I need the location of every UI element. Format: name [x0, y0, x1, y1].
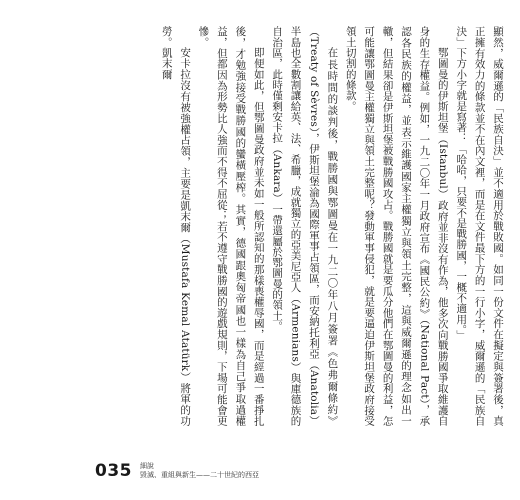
chapter-title: 毀滅、重組與新生——二十世紀的西亞 [140, 471, 259, 479]
page-number: 035 [95, 461, 132, 481]
paragraph: 鄂圖曼的伊斯坦堡（Istanbul）政府並非沒有作為，他多次向戰勝國爭取維護自身的生存權益。例如，一九二〇年一月政府宣布《國民公約》（National Pact），承認各民族的權益，並表示維護國家主權獨立與領土完整，這與威爾遜的理念如出一轍，但結果卻是伊斯坦堡被戰勝國攻占。戰勝國就是要瓜分他們在鄂圖曼的利益，怎可能讓鄂圖曼主權獨立與領土完整呢？發動軍事侵犯，就是要逼迫伊斯坦堡政府接受領土切割的條款。 [344, 26, 449, 426]
body-text [95, 26, 507, 426]
book-title: 細說 [140, 462, 154, 470]
paragraph: 在長時間的談判後，戰勝國與鄂圖曼在一九二〇年八月簽署《色弗爾條約》（Treaty of Sèvres），伊斯坦堡淪為國際軍事占領區，而安納托利亞（Anatolia）半島也全數割讓給英、法、希臘，成就獨立的亞美尼亞人（Armenians）與庫德族的自治區，此時僅剩安卡拉（Ankara）一帶還屬於鄂圖曼的領土。 [271, 26, 339, 426]
running-footer [140, 462, 259, 480]
paragraph: 即便如此，但鄂圖曼政府並未如一般所認知的那樣喪權辱國，而是經過一番掙扎後，才勉強接受戰勝國的蠻橫壓榨。其實，德國跟奧匈帝國也一樣為自己爭取過權益，但都因為形勢比人強而不得不屈從；若不遵守戰勝國的遊戲規則，下場可能會更慘。 [197, 26, 265, 426]
paragraph: 安卡拉沒有被強權占領，主要是凱末爾（Mustafa Kemal Atatürk）將軍的功勞。凱末爾 [160, 26, 192, 426]
page-footer [95, 460, 259, 482]
paragraph: 顯然，威爾遜的「民族自決」並不適用於戰敗國。如同一份文件在擬定與簽署後，真正擁有效力的條款並不在內文裡，而是在文件最下方的一行小字，威爾遜的「民族自決」下方小字就是寫著：「哈哈，只要不是戰勝國，一概不適用。」 [455, 26, 504, 426]
